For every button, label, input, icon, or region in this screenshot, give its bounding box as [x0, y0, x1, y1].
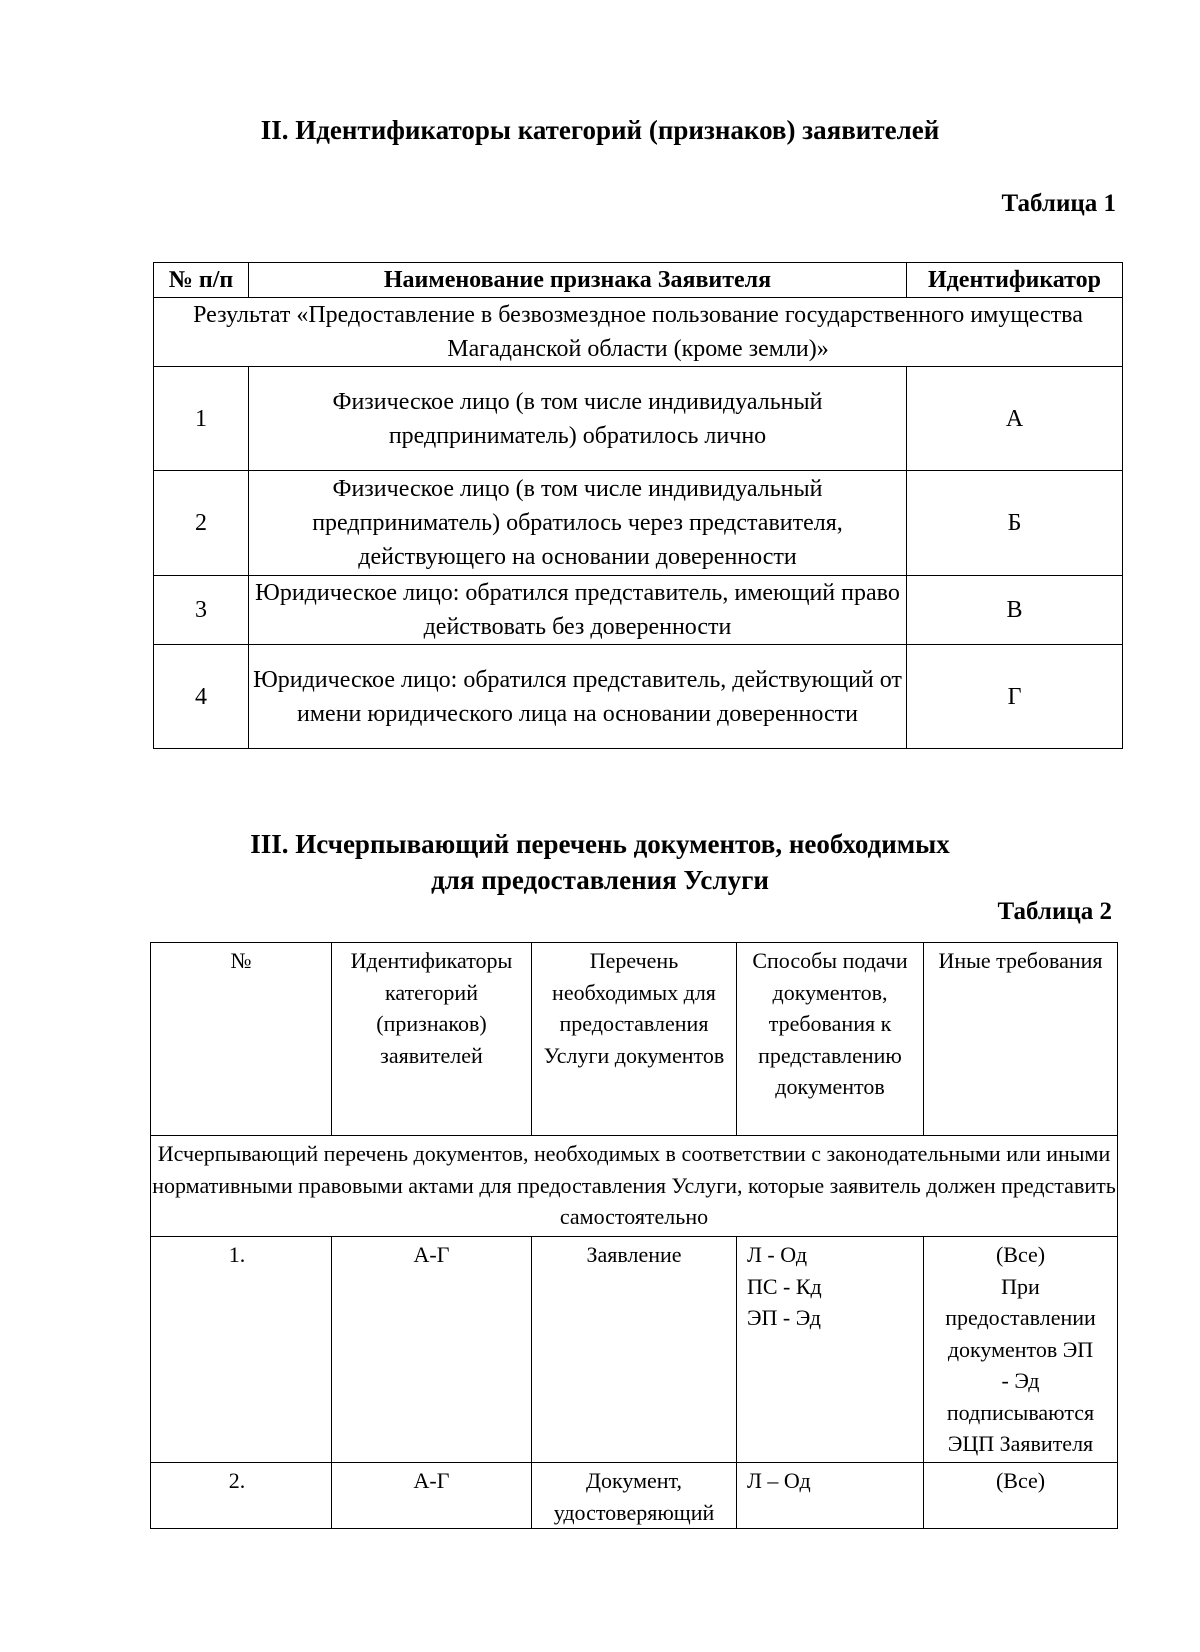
table2-header-documents: Перечень необходимых для предоставления Услуги документов: [532, 943, 737, 1136]
table1-header-id: Идентификатор: [907, 263, 1123, 298]
method-line: Л - Од: [747, 1242, 808, 1267]
method-line: ПС - Кд: [747, 1273, 822, 1299]
table1-group-cell: Результат «Предоставление в безвозмездное пользование государственного имущества Магаданской области (кроме земли)»: [154, 298, 1123, 367]
table2-header-row: [151, 943, 1118, 1136]
row-categories: А-Г: [332, 1237, 532, 1463]
table2-group-row: [151, 1136, 1118, 1237]
row-methods: [737, 1237, 924, 1463]
row-num: 4: [154, 645, 249, 749]
table1-group-row: [154, 298, 1123, 367]
table-row: [154, 367, 1123, 471]
table2-header-categories: Идентификаторы категорий (признаков) заявителей: [332, 943, 532, 1136]
section2-title: II. Идентификаторы категорий (признаков) заявителей: [260, 115, 940, 145]
row-num: 1.: [151, 1237, 332, 1463]
row-name: Юридическое лицо: обратился представитель, имеющий право действовать без доверенности: [249, 576, 907, 645]
other-line: (Все): [995, 1242, 1046, 1267]
method-line: ЭП - Эд: [747, 1305, 821, 1330]
table1: [153, 262, 1123, 749]
row-num: 3: [154, 576, 249, 645]
row-id: А: [907, 367, 1123, 471]
row-document: Заявление: [532, 1237, 737, 1463]
table2: [150, 942, 1118, 1529]
section3-title-line1: III. Исчерпывающий перечень документов, необходимых: [250, 829, 950, 859]
table-row: [151, 1237, 1118, 1463]
other-line: предоставлении: [945, 1305, 1096, 1330]
row-id: Г: [907, 645, 1123, 749]
row-id: Б: [907, 471, 1123, 576]
row-num: 2: [154, 471, 249, 576]
table2-header-num: №: [151, 943, 332, 1136]
table2-header-methods: Способы подачи документов, требования к представлению документов: [737, 943, 924, 1136]
method-line: Л – Од: [747, 1468, 811, 1493]
table-row: [154, 471, 1123, 576]
row-name: Физическое лицо (в том числе индивидуальный предприниматель) обратилось через представителя, действующего на основании доверенности: [249, 471, 907, 576]
table1-header-name: Наименование признака Заявителя: [249, 263, 907, 298]
row-methods: [737, 1463, 924, 1529]
section3-title: [0, 826, 1200, 898]
row-num: 2.: [151, 1463, 332, 1529]
row-id: В: [907, 576, 1123, 645]
other-line: документов ЭП: [947, 1336, 1094, 1362]
row-num: 1: [154, 367, 249, 471]
other-line: ЭЦП Заявителя: [947, 1431, 1094, 1456]
table2-header-other: Иные требования: [924, 943, 1118, 1136]
table-row: [151, 1463, 1118, 1529]
row-categories: А-Г: [332, 1463, 532, 1529]
other-line: подписываются: [946, 1399, 1095, 1425]
row-other: [924, 1237, 1118, 1463]
row-document: Документ, удостоверяющий: [532, 1463, 737, 1529]
row-other: [924, 1463, 1118, 1529]
table2-group-cell: Исчерпывающий перечень документов, необходимых в соответствии с законодательными или иными нормативными правовыми актами для предоставления Услуги, которые заявитель должен представить самостоятельно: [151, 1136, 1118, 1237]
other-line: - Эд: [1001, 1368, 1040, 1393]
table-row: [154, 645, 1123, 749]
row-name: Физическое лицо (в том числе индивидуальный предприниматель) обратилось лично: [249, 367, 907, 471]
table-row: [154, 576, 1123, 645]
section3-title-line2: для предоставления Услуги: [431, 865, 769, 895]
table1-header-row: [154, 263, 1123, 298]
table2-caption: Таблица 2: [997, 898, 1112, 925]
table1-header-num: № п/п: [154, 263, 249, 298]
table1-caption: Таблица 1: [1001, 190, 1116, 217]
other-line: При: [1001, 1273, 1040, 1299]
row-name: Юридическое лицо: обратился представитель, действующий от имени юридического лица на основании доверенности: [249, 645, 907, 749]
other-line: (Все): [995, 1468, 1046, 1493]
